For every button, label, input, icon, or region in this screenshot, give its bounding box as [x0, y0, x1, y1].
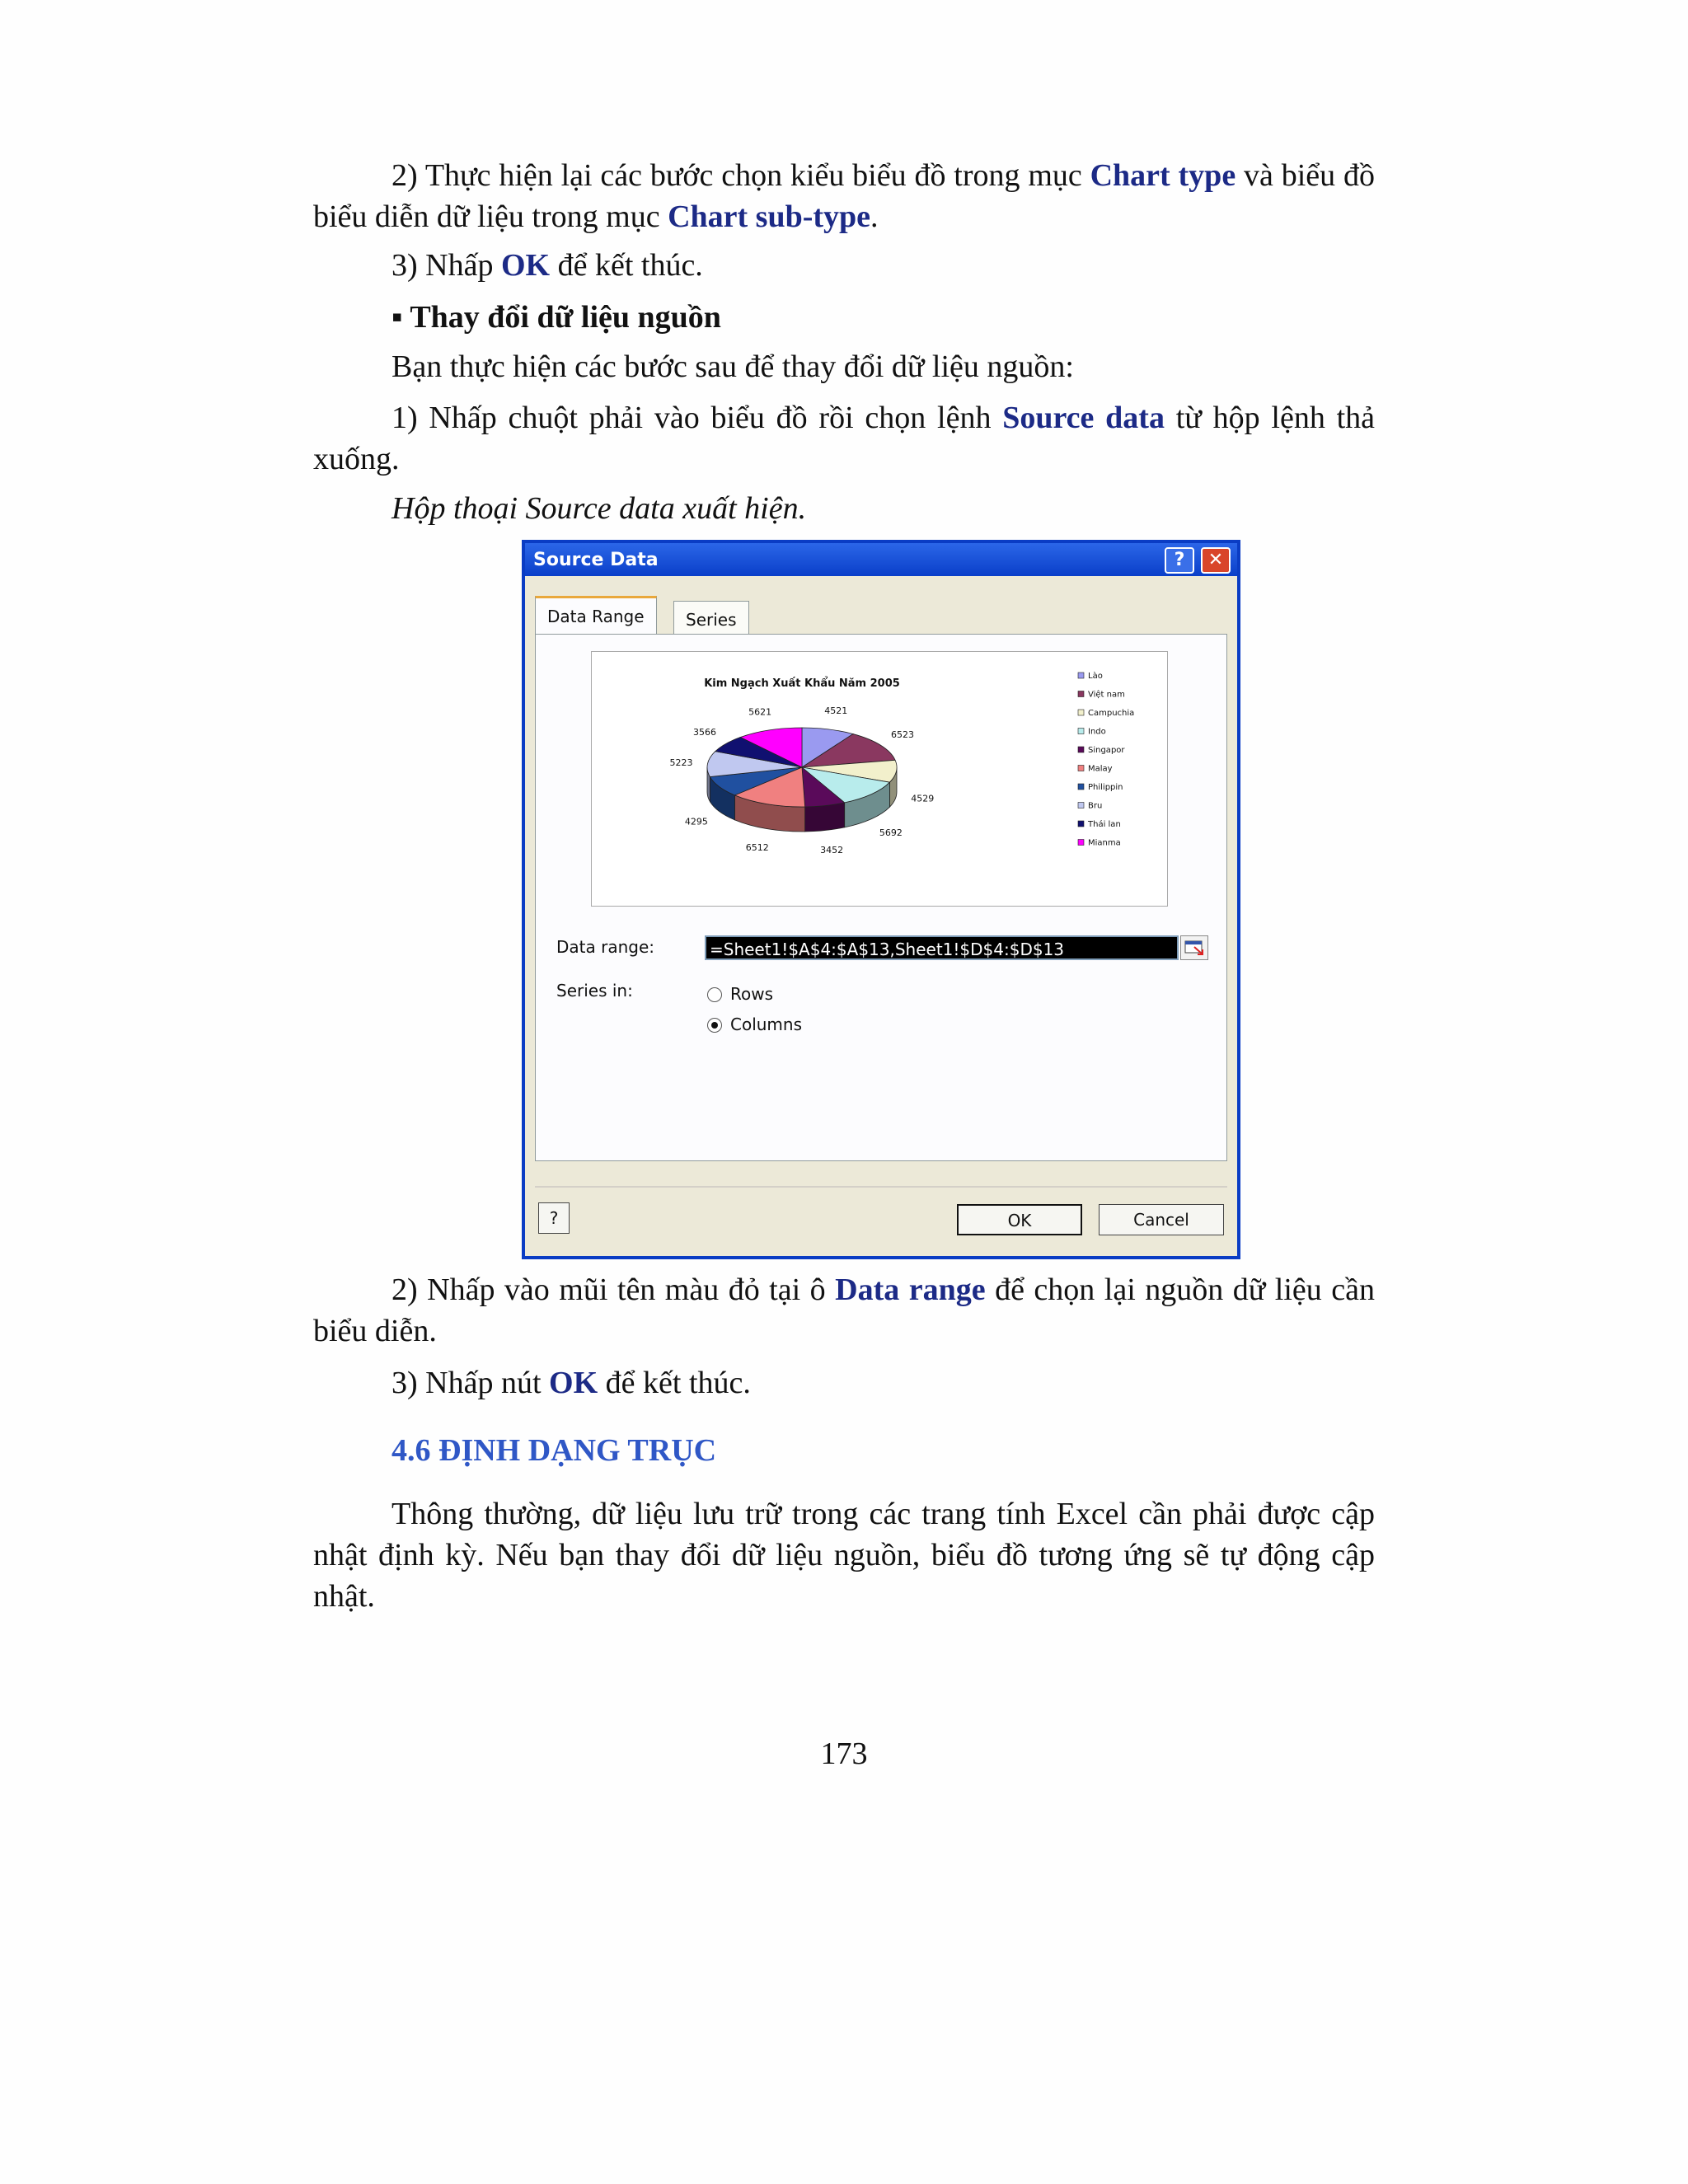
- legend-swatch: [1078, 821, 1084, 827]
- text: Nhấp chuột phải vào biểu đồ rồi chọn lệnh: [429, 401, 992, 435]
- text: để chọn lại nguồn dữ liệu cần biểu diễn.: [313, 1272, 1376, 1348]
- data-label: 6523: [891, 729, 915, 740]
- legend-swatch: [1078, 803, 1084, 808]
- collapse-dialog-button[interactable]: [1180, 935, 1208, 960]
- legend-swatch: [1078, 840, 1084, 846]
- step-number: 1): [392, 401, 418, 435]
- step-number: 2): [392, 1272, 418, 1307]
- data-range-label: Data range:: [556, 937, 655, 957]
- data-label: 5621: [748, 706, 772, 718]
- text: Hộp thoại Source data xuất hiện.: [392, 491, 807, 526]
- data-label: 5692: [879, 827, 903, 838]
- data-label: 3452: [820, 844, 844, 855]
- legend-entry: Mianma: [1088, 838, 1121, 848]
- series-in-label: Series in:: [556, 981, 633, 1001]
- text: Bạn thực hiện các bước sau để thay đổi dữ liệu nguồn:: [392, 349, 1074, 384]
- legend-entry: Malay: [1088, 764, 1113, 774]
- range-select-icon: [1181, 936, 1207, 959]
- paragraph-step3-ok-button: [313, 1362, 1375, 1404]
- legend-entry: Philippin: [1088, 783, 1123, 792]
- legend-entry: Bru: [1088, 801, 1103, 811]
- bullet-icon: ▪: [392, 300, 403, 335]
- radio-rows-label[interactable]: Rows: [730, 984, 774, 1004]
- legend-swatch: [1078, 673, 1084, 678]
- text: Nhấp nút: [425, 1366, 542, 1400]
- ok-button[interactable]: OK: [957, 1204, 1082, 1235]
- step-number: 2): [392, 158, 418, 193]
- legend-entry: Singapor: [1088, 746, 1125, 755]
- keyword-ok: OK: [549, 1366, 598, 1400]
- data-label: 6512: [745, 841, 769, 853]
- legend-entry: Lào: [1088, 672, 1103, 681]
- tab-panel-data-range: [535, 634, 1227, 1161]
- step-number: 3): [392, 1366, 418, 1400]
- close-icon[interactable]: ✕: [1201, 547, 1231, 574]
- text: Nhấp vào mũi tên màu đỏ tại ô: [427, 1272, 826, 1307]
- text: Thực hiện lại các bước chọn kiểu biểu đồ trong mục: [424, 158, 1082, 193]
- keyword-ok: OK: [500, 248, 551, 283]
- paragraph-dialog-appears: [313, 488, 1375, 529]
- help-button[interactable]: ?: [538, 1202, 570, 1234]
- section-heading: 4.6 ĐỊNH DẠNG TRỤC: [392, 1433, 717, 1468]
- dialog-title: Source Data: [533, 550, 659, 570]
- text: Thông thường, dữ liệu lưu trữ trong các trang tính Excel cần phải được cập nhật định kỳ. Nếu bạn thay đổi dữ liệu nguồn, biểu đồ tương ứng sẽ tự động cập nhật.: [313, 1497, 1375, 1614]
- step-number: 3): [392, 248, 418, 283]
- dialog-titlebar: [525, 543, 1237, 576]
- data-label: 4521: [824, 705, 848, 716]
- page-number: 173: [820, 1736, 868, 1771]
- text: .: [870, 199, 879, 234]
- paragraph-step2-chart-type: [313, 155, 1375, 237]
- legend-swatch: [1078, 784, 1084, 790]
- data-label: 4295: [684, 816, 708, 827]
- text: và biểu đồ biểu diễn dữ liệu trong mục: [313, 158, 1375, 234]
- legend-entry: Indo: [1088, 727, 1106, 737]
- radio-columns[interactable]: [707, 1018, 722, 1033]
- radio-rows[interactable]: [707, 987, 722, 1002]
- data-label: 3566: [693, 727, 717, 738]
- data-range-input[interactable]: =Sheet1!$A$4:$A$13,Sheet1!$D$4:$D$13: [705, 935, 1179, 960]
- data-label: 5223: [669, 757, 693, 768]
- chart-preview: [591, 651, 1168, 907]
- legend-entry: Thái lan: [1088, 820, 1121, 829]
- tab-data-range[interactable]: Data Range: [535, 596, 657, 635]
- paragraph-step1-source-data: [313, 397, 1375, 480]
- keyword-chart-type: Chart type: [1090, 158, 1236, 193]
- paragraph-step2-data-range: [313, 1269, 1375, 1352]
- paragraph-axis-intro: [313, 1493, 1375, 1617]
- pie-chart: [592, 652, 1167, 906]
- radio-columns-label[interactable]: Columns: [730, 1015, 803, 1034]
- legend-entry: Việt nam: [1088, 690, 1125, 700]
- legend-swatch: [1078, 691, 1084, 697]
- cancel-button[interactable]: Cancel: [1099, 1204, 1224, 1235]
- keyword-source-data: Source data: [1002, 401, 1165, 435]
- text: từ hộp lệnh thả xuống.: [313, 401, 1376, 476]
- section-subheading: [313, 297, 1375, 338]
- legend-swatch: [1078, 747, 1084, 752]
- tab-series[interactable]: Series: [673, 601, 749, 634]
- legend-swatch: [1078, 729, 1084, 734]
- keyword-chart-sub-type: Chart sub-type: [668, 199, 871, 234]
- chart-title: Kim Ngạch Xuất Khẩu Năm 2005: [704, 677, 900, 690]
- legend-entry: Campuchia: [1088, 709, 1135, 718]
- source-data-dialog: [522, 540, 1240, 1259]
- legend-swatch: [1078, 710, 1084, 715]
- keyword-data-range: Data range: [835, 1272, 986, 1307]
- data-label: 4529: [911, 793, 935, 804]
- text: Nhấp: [425, 248, 494, 283]
- help-icon[interactable]: ?: [1165, 547, 1194, 574]
- text: để kết thúc.: [605, 1366, 751, 1400]
- text: để kết thúc.: [557, 248, 703, 283]
- paragraph-step3-ok: [313, 245, 1375, 286]
- legend-swatch: [1078, 766, 1084, 771]
- section-title: Thay đổi dữ liệu nguồn: [410, 300, 721, 335]
- paragraph-intro: [313, 346, 1375, 387]
- divider: [535, 1186, 1227, 1188]
